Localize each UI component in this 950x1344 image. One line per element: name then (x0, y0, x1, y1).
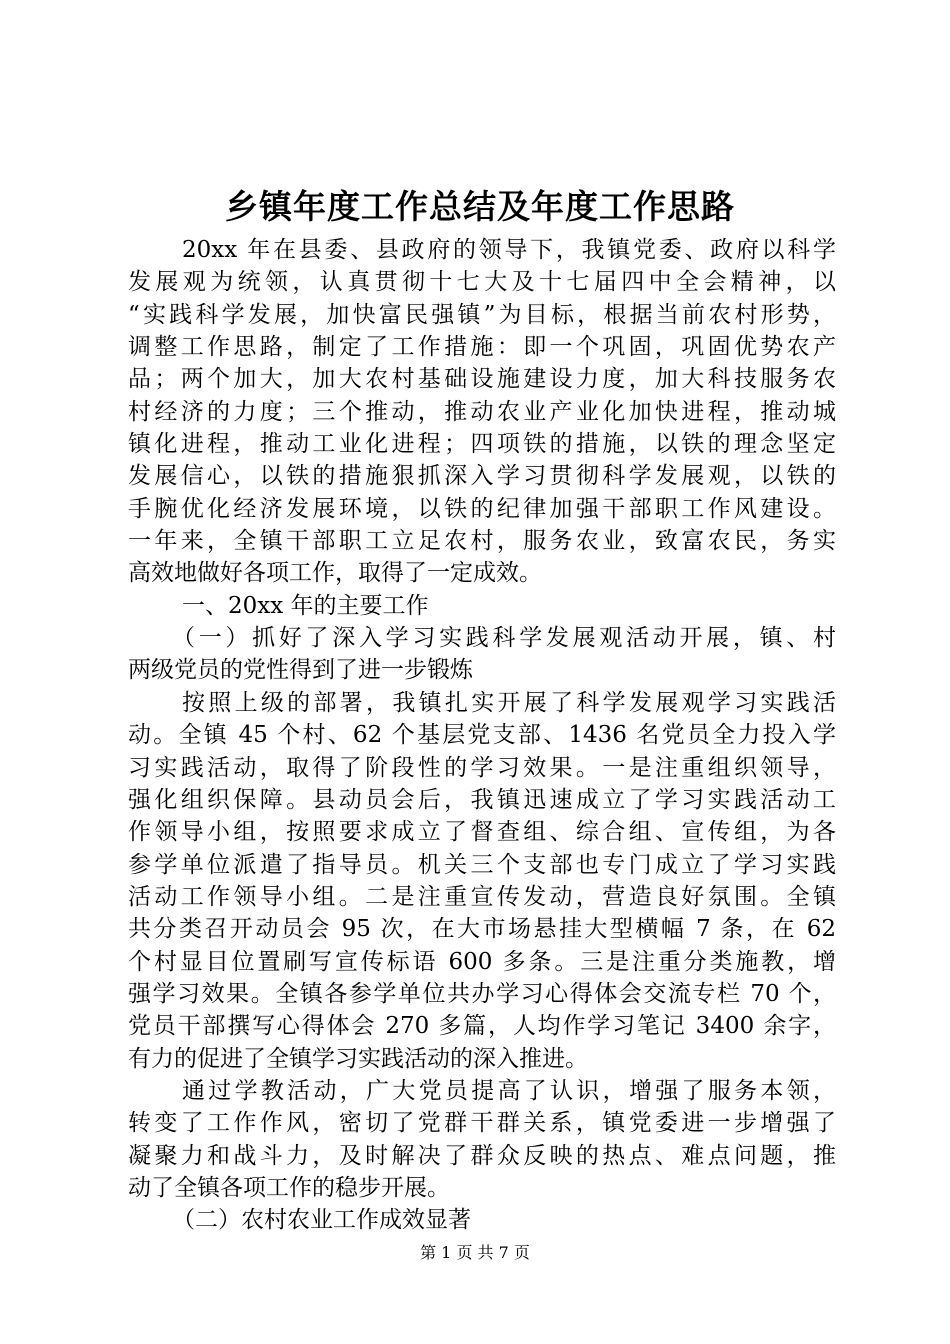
body-line: 转变了工作作风，密切了党群干群关系，镇党委进一步增强了 (128, 1110, 836, 1137)
body-line: （一）抓好了深入学习实践科学发展观活动开展，镇、村 (172, 625, 836, 652)
body-line: 个村显目位置刷写宣传标语 600 多条。三是注重分类施教，增 (128, 948, 836, 975)
body-line: 手腕优化经济发展环境，以铁的纪律加强干部职工作风建设。 (128, 495, 836, 522)
body-line: 发展信心，以铁的措施狠抓深入学习贯彻科学发展观，以铁的 (128, 463, 836, 490)
body-line: 按照上级的部署，我镇扎实开展了科学发展观学习实践活 (182, 689, 836, 716)
body-line: 党员干部撰写心得体会 270 多篇，人均作学习笔记 3400 余字， (128, 1013, 836, 1040)
body-line: 动。全镇 45 个村、62 个基层党支部、1436 名党员全力投入学 (128, 722, 836, 749)
body-line: “实践科学发展，加快富民强镇”为目标，根据当前农村形势， (128, 301, 836, 328)
body-line: 发展观为统领，认真贯彻十七大及十七届四中全会精神，以 (128, 269, 836, 296)
body-line: 通过学教活动，广大党员提高了认识，增强了服务本领， (182, 1077, 836, 1104)
body-line: 活动工作领导小组。二是注重宣传发动，营造良好氛围。全镇 (128, 883, 836, 910)
body-line: 高效地做好各项工作，取得了一定成效。 (128, 560, 542, 587)
body-line: 共分类召开动员会 95 次，在大市场悬挂大型横幅 7 条，在 62 (128, 916, 836, 943)
body-line: 两级党员的党性得到了进一步锻炼 (128, 657, 473, 684)
body-line: 凝聚力和战斗力，及时解决了群众反映的热点、难点问题，推 (128, 1142, 836, 1169)
body-line: 动了全镇各项工作的稳步开展。 (128, 1174, 450, 1201)
body-line: 品；两个加大，加大农村基础设施建设力度，加大科技服务农 (128, 366, 836, 393)
body-line: 一年来，全镇干部职工立足农村，服务农业，致富农民，务实 (128, 528, 836, 555)
body-line: 一、20xx 年的主要工作 (182, 592, 429, 619)
body-line: 村经济的力度；三个推动，推动农业产业化加快进程，推动城 (128, 398, 836, 425)
body-line: （二）农村农业工作成效显著 (172, 1207, 471, 1234)
document-body (128, 234, 836, 1237)
body-line: 镇化进程，推动工业化进程；四项铁的措施，以铁的理念坚定 (128, 431, 836, 458)
body-line: 强学习效果。全镇各参学单位共办学习心得体会交流专栏 70 个， (128, 980, 836, 1007)
page-number-footer: 第 1 页 共 7 页 (420, 1243, 530, 1262)
body-line: 调整工作思路，制定了工作措施：即一个巩固，巩固优势农产 (128, 334, 836, 361)
document-title: 乡镇年度工作总结及年度工作思路 (225, 187, 735, 226)
body-line: 参学单位派遣了指导员。机关三个支部也专门成立了学习实践 (128, 851, 836, 878)
body-line: 有力的促进了全镇学习实践活动的深入推进。 (128, 1045, 588, 1072)
body-line: 强化组织保障。县动员会后，我镇迅速成立了学习实践活动工 (128, 786, 836, 813)
body-line: 作领导小组，按照要求成立了督查组、综合组、宣传组，为各 (128, 819, 836, 846)
body-line: 20xx 年在县委、县政府的领导下，我镇党委、政府以科学 (182, 237, 836, 263)
body-line: 习实践活动，取得了阶段性的学习效果。一是注重组织领导， (128, 754, 836, 781)
